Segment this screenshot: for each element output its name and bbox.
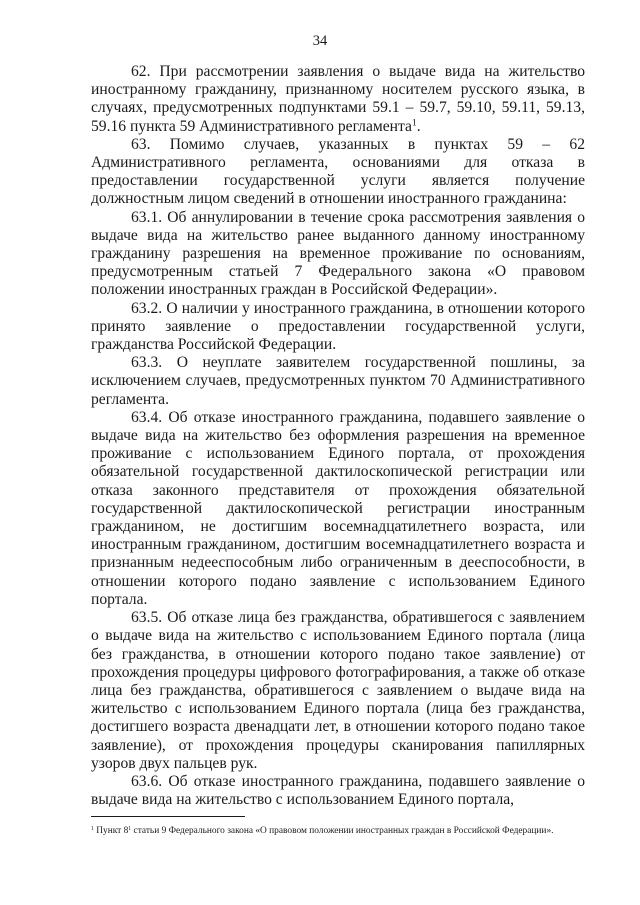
- paragraph-63-4: 63.4. Об отказе иностранного гражданина, подавшего заявление о выдаче вида на жительство без оформления разрешения на временное проживание с использованием Единого портала, от прохождения обязательной государственной дактилоскопической регистрации или отказа законного представителя от прохождения обязательной государственной дактилоскопической регистрации иностранным гражданином, не достигшим восемнадцатилетнего возраста, или иностранным гражданином, достигшим восемнадцатилетнего возраста и признанным недееспособным либо ограниченным в дееспособности, в отношении которого подано заявление с использованием Единого портала.: [91, 408, 585, 608]
- paragraph-63-2: 63.2. О наличии у иностранного гражданина, в отношении которого принято заявление о предоставлении государственной услуги, гражданства Российской Федерации.: [91, 299, 585, 354]
- footnote-divider: [91, 816, 245, 817]
- footnote-text-start: Пункт 8: [93, 826, 129, 836]
- page-number: 34: [312, 33, 328, 49]
- footnote-marker: 1: [91, 825, 94, 832]
- paragraph-63-5: 63.5. Об отказе лица без гражданства, обратившегося с заявлением о выдаче вида на жительство с использованием Единого портала (лица без гражданства, в отношении которого подано такое заявление) от прохождения процедуры цифрового фотографирования, а также об отказе лица без гражданства, обратившегося с заявлением о выдаче вида на жительство с использованием Единого портала (лица без гражданства, достигшего возраста двенадцати лет, в отношении которого подано такое заявление), от прохождения процедуры сканирования папиллярных узоров двух пальцев рук.: [91, 609, 585, 772]
- footnote-article-superscript: 1: [128, 825, 132, 832]
- footnote-text-end: статьи 9 Федерального закона «О правовом положении иностранных граждан в Российской Федерации».: [131, 826, 554, 836]
- paragraph-63-3: 63.3. О неуплате заявителем государственной пошлины, за исключением случаев, предусмотренных пунктом 70 Административного регламента.: [91, 354, 585, 408]
- document-body: [91, 63, 585, 809]
- footnote: [91, 825, 585, 838]
- paragraph-62-text: 62. При рассмотрении заявления о выдаче вида на жительство иностранному гражданину, признанному носителем русского языка, в случаях, предусмотренных подпунктами 59.1 – 59.7, 59.10, 59.11, 59.13, 59.16 пункта 59 Административного регламента: [91, 63, 585, 135]
- paragraph-63-1: 63.1. Об аннулировании в течение срока рассмотрения заявления о выдаче вида на жительство ранее выданного данному иностранному гражданину разрешения на временное проживание по основаниям, предусмотренным статьей 7 Федерального закона «О правовом положении иностранных граждан в Российской Федерации».: [91, 208, 585, 299]
- paragraph-62: 62. При рассмотрении заявления о выдаче вида на жительство иностранному гражданину, признанному носителем русского языка, в случаях, предусмотренных подпунктами 59.1 – 59.7, 59.10, 59.11, 59.13, 59.16 пункта 59 Административного регламента$^1$.: [91, 63, 585, 135]
- paragraph-63-6: 63.6. Об отказе иностранного гражданина, подавшего заявление о выдаче вида на жительство с использованием Единого портала,: [91, 772, 585, 809]
- footnote-reference: 1: [411, 117, 417, 129]
- paragraph-63: 63. Помимо случаев, указанных в пунктах 59 – 62 Административного регламента, основаниями для отказа в предоставлении государственной услуги является получение должностным лицом сведений в отношении иностранного гражданина:: [91, 135, 585, 208]
